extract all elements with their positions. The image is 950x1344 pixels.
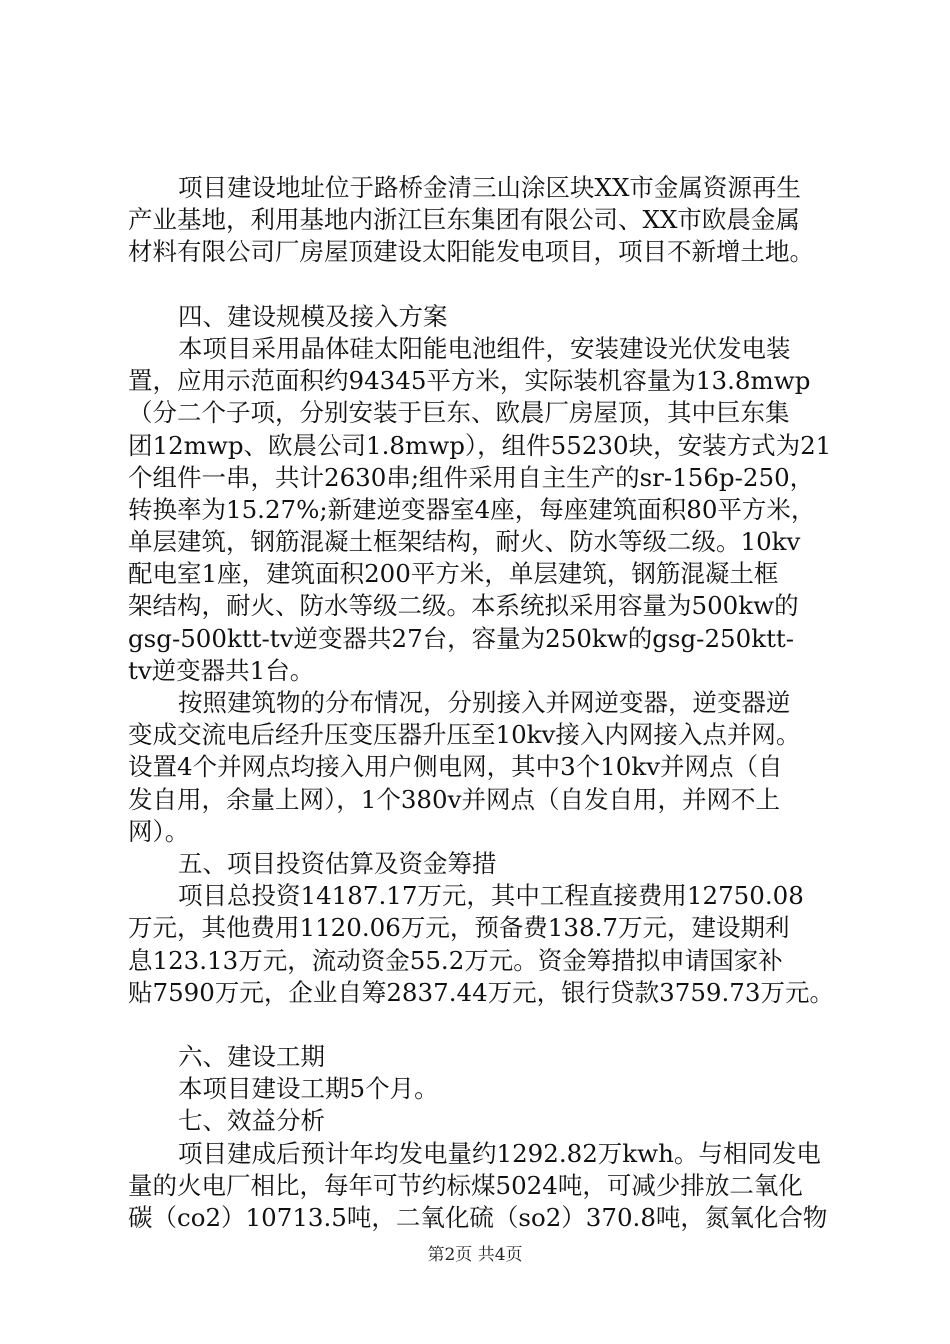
paragraph-line: 个组件一串，共计2630串;组件采用自主生产的sr-156p-250，	[128, 462, 815, 492]
paragraph-line: 设置4个并网点均接入用户侧电网，其中3个10kv并网点（自	[128, 752, 783, 782]
section-heading: 七、效益分析	[178, 1106, 325, 1136]
paragraph-line: 息123.13万元，流动资金55.2万元。资金筹措拟申请国家补	[128, 945, 783, 975]
paragraph-line: （分二个子项，分别安装于巨东、欧晨厂房屋顶，其中巨东集	[128, 398, 790, 428]
paragraph-line: 架结构，耐火、防水等级二级。本系统拟采用容量为500kw的	[128, 591, 799, 621]
section-heading: 六、建设工期	[178, 1042, 325, 1072]
paragraph-gap	[128, 1009, 850, 1041]
paragraph-line: 产业基地，利用基地内浙江巨东集团有限公司、XX市欧晨金属	[128, 205, 800, 235]
paragraph-line: 变成交流电后经升压变压器升压至10kv接入内网接入点并网。	[128, 720, 801, 750]
paragraph-line: 项目建设地址位于路桥金清三山涂区块XX市金属资源再生	[178, 173, 801, 202]
paragraph-gap	[128, 269, 850, 301]
paragraph-line: 万元，其他费用1120.06万元，预备费138.7万元，建设期利	[128, 913, 790, 943]
paragraph-line: 配电室1座，建筑面积200平方米，单层建筑，钢筋混凝土框	[128, 559, 779, 589]
document-body	[128, 172, 850, 1234]
page-footer: 第2页 共4页	[427, 1245, 523, 1265]
paragraph-line: 发自用，余量上网），1个380v并网点（自发自用，并网不上	[128, 784, 780, 814]
paragraph-line: 转换率为15.27%;新建逆变器室4座，每座建筑面积80平方米，	[128, 494, 816, 524]
paragraph-line: 项目总投资14187.17万元，其中工程直接费用12750.08	[178, 881, 804, 911]
paragraph-line: 团12mwp、欧晨公司1.8mwp），组件55230块，安装方式为21	[128, 430, 832, 460]
paragraph-line: 量的火电厂相比，每年可节约标煤5024吨，可减少排放二氧化	[128, 1170, 803, 1200]
paragraph-line: tv逆变器共1台。	[128, 655, 315, 685]
section-heading: 五、项目投资估算及资金筹措	[178, 848, 497, 878]
paragraph-line: 项目建成后预计年均发电量约1292.82万kwh。与相同发电	[178, 1138, 821, 1168]
paragraph-line: 本项目建设工期5个月。	[178, 1074, 439, 1104]
paragraph-line: gsg-500ktt-tv逆变器共27台，容量为250kw的gsg-250ktt-	[128, 623, 795, 653]
paragraph-line: 本项目采用晶体硅太阳能电池组件，安装建设光伏发电装	[178, 333, 791, 363]
paragraph-line: 单层建筑，钢筋混凝土框架结构，耐火、防水等级二级。10kv	[128, 527, 801, 557]
paragraph-line: 碳（co2）10713.5吨，二氧化硫（so2）370.8吨，氮氧化合物	[128, 1203, 828, 1232]
paragraph-line: 置，应用示范面积约94345平方米，实际装机容量为13.8mwp	[128, 366, 811, 396]
paragraph-line: 网）。	[128, 816, 190, 846]
paragraph-line: 材料有限公司厂房屋顶建设太阳能发电项目，项目不新增土地。	[128, 237, 814, 267]
paragraph-line: 贴7590万元，企业自筹2837.44万元，银行贷款3759.73万元。	[128, 977, 834, 1007]
section-heading: 四、建设规模及接入方案	[178, 301, 448, 331]
paragraph-line: 按照建筑物的分布情况，分别接入并网逆变器，逆变器逆	[178, 688, 791, 717]
